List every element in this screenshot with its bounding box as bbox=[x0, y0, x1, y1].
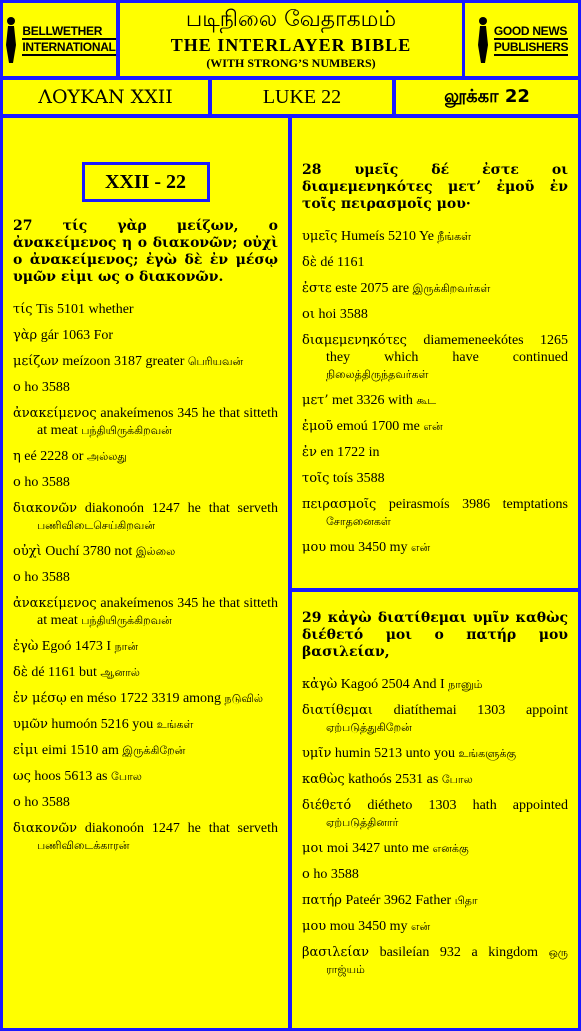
word-entry bbox=[302, 470, 568, 487]
greek-word: ἐν bbox=[302, 445, 317, 460]
greek-word: μετ’ bbox=[302, 393, 329, 408]
word-entry bbox=[302, 944, 568, 978]
transliteration-strongs-english: mou 3450 my bbox=[326, 540, 408, 555]
word-entry bbox=[13, 768, 278, 785]
tamil-gloss: என் bbox=[407, 541, 431, 554]
right-logo-line2: PUBLISHERS bbox=[493, 39, 569, 54]
greek-word: ο bbox=[13, 380, 21, 395]
word-entry bbox=[13, 664, 278, 681]
transliteration-strongs-english: dé 1161 but bbox=[27, 665, 97, 680]
greek-word: υμεῖς bbox=[302, 229, 338, 244]
transliteration-strongs-english: este 2075 are bbox=[331, 281, 410, 296]
greek-word: ἀνακείμενος bbox=[13, 596, 97, 611]
tamil-gloss: என் bbox=[407, 920, 431, 933]
word-entry bbox=[302, 254, 568, 271]
greek-word: πειρασμοῖς bbox=[302, 497, 377, 512]
greek-word: ἐμοῦ bbox=[302, 419, 334, 434]
transliteration-strongs-english: kathoós 2531 as bbox=[344, 772, 439, 787]
word-entry bbox=[13, 690, 278, 707]
greek-word: εἰμι bbox=[13, 743, 39, 758]
tamil-gloss: நானும் bbox=[444, 678, 483, 691]
greek-word: δὲ bbox=[13, 665, 28, 680]
tamil-gloss: இருக்கிறேன் bbox=[118, 744, 186, 757]
chapter-box bbox=[82, 162, 210, 202]
verse-28-text: 28 υμεῖς δέ ἐστε οι διαμεμενηκότες μετ’ ἐμοῦ ἐν τοῖς πειρασμοῖς μου· bbox=[302, 162, 568, 212]
transliteration-strongs-english: ho 3588 bbox=[309, 867, 359, 882]
english-book-label: LUKE 22 bbox=[262, 85, 342, 108]
transliteration-strongs-english: hoi 3588 bbox=[314, 307, 368, 322]
transliteration-strongs-english: ho 3588 bbox=[20, 795, 70, 810]
greek-word: ο bbox=[13, 570, 21, 585]
tamil-gloss: போல bbox=[107, 770, 142, 783]
greek-word: μείζων bbox=[13, 354, 59, 369]
word-entry bbox=[13, 301, 278, 318]
transliteration-strongs-english: diétheto 1303 hath appointed bbox=[351, 798, 568, 813]
word-entry bbox=[302, 496, 568, 530]
transliteration-strongs-english: Humeís 5210 Ye bbox=[337, 229, 434, 244]
transliteration-strongs-english: peirasmoís 3986 temptations bbox=[376, 497, 568, 512]
word-entry bbox=[302, 892, 568, 909]
subtitle: (WITH STRONG’S NUMBERS) bbox=[206, 56, 376, 70]
transliteration-strongs-english: moi 3427 unto me bbox=[323, 841, 430, 856]
tamil-gloss: எனக்கு bbox=[429, 842, 469, 855]
word-entry bbox=[302, 306, 568, 323]
tamil-gloss: நிலைத்திருந்தவர்கள் bbox=[326, 368, 429, 381]
greek-book-title bbox=[3, 80, 208, 114]
word-entry bbox=[13, 353, 278, 370]
tamil-gloss: அல்லது bbox=[83, 450, 127, 463]
transliteration-strongs-english: eimi 1510 am bbox=[38, 743, 119, 758]
transliteration-strongs-english: basileían 932 a kingdom bbox=[369, 945, 539, 960]
tamil-gloss: நான் bbox=[111, 640, 139, 653]
verse-27-word-list bbox=[13, 301, 278, 854]
verse-28-word-list bbox=[302, 228, 568, 556]
greek-word: ο bbox=[13, 475, 21, 490]
greek-word: υμῶν bbox=[13, 717, 48, 732]
word-entry bbox=[13, 405, 278, 439]
greek-word: ἀνακείμενος bbox=[13, 406, 97, 421]
right-logo-box bbox=[465, 3, 578, 76]
right-bottom-column bbox=[292, 592, 578, 1028]
verse-27-text: 27 τίς γὰρ μείζων, ο ἀνακείμενος η ο διακονῶν; οὐχὶ ο ἀνακείμενος; ἐγὼ δὲ ἐν μέσῳ υμῶν εἰμι ως ο διακονῶν. bbox=[13, 218, 278, 285]
greek-word: μου bbox=[302, 919, 327, 934]
transliteration-strongs-english: diakonoón 1247 he that serveth bbox=[77, 501, 278, 516]
tamil-gloss: இருக்கிறவர்கள் bbox=[409, 282, 491, 295]
word-entry bbox=[302, 866, 568, 883]
right-logo-line1: GOOD NEWS bbox=[493, 23, 568, 38]
good-news-logo bbox=[475, 15, 568, 65]
greek-word: βασιλείαν bbox=[302, 945, 370, 960]
greek-word: ἐγὼ bbox=[13, 639, 39, 654]
word-entry bbox=[302, 840, 568, 857]
word-entry bbox=[302, 280, 568, 297]
greek-word: ἐστε bbox=[302, 281, 332, 296]
tamil-gloss: பணிவிடைக்காரன் bbox=[37, 839, 130, 852]
word-entry bbox=[302, 418, 568, 435]
tamil-gloss: உங்கள் bbox=[153, 718, 194, 731]
word-entry bbox=[302, 392, 568, 409]
left-column bbox=[3, 118, 288, 1028]
tamil-gloss: பிதா bbox=[451, 894, 478, 907]
greek-word: οὐχὶ bbox=[13, 544, 42, 559]
word-entry bbox=[13, 448, 278, 465]
transliteration-strongs-english: humoón 5216 you bbox=[47, 717, 154, 732]
greek-word: τοῖς bbox=[302, 471, 330, 486]
verse-29-text: 29 κἀγὼ διατίθεμαι υμῖν καθὼς διέθετό μοι ο πατήρ μου βασιλείαν, bbox=[302, 610, 568, 660]
greek-word: μου bbox=[302, 540, 327, 555]
chapter-label: XXII - 22 bbox=[104, 170, 187, 193]
greek-word: διακονῶν bbox=[13, 821, 78, 836]
transliteration-strongs-english: anakeímenos 345 he that sitteth at meat bbox=[37, 406, 278, 438]
tamil-gloss: உங்களுக்கு bbox=[455, 747, 517, 760]
transliteration-strongs-english: toís 3588 bbox=[329, 471, 385, 486]
tamil-gloss: என் bbox=[419, 420, 443, 433]
transliteration-strongs-english: Ouchí 3780 not bbox=[41, 544, 133, 559]
tamil-gloss: ஒரு ராஜ்யம் bbox=[326, 946, 568, 976]
greek-word: πατήρ bbox=[302, 893, 342, 908]
greek-word: γὰρ bbox=[13, 328, 38, 343]
transliteration-strongs-english: emoú 1700 me bbox=[333, 419, 420, 434]
tamil-book-title bbox=[396, 80, 578, 114]
transliteration-strongs-english: diakonoón 1247 he that serveth bbox=[77, 821, 278, 836]
transliteration-strongs-english: diatíthemai 1303 appoint bbox=[372, 703, 568, 718]
word-entry bbox=[13, 794, 278, 811]
transliteration-strongs-english: diamemeneekótes 1265 they which have continued bbox=[326, 333, 568, 365]
tamil-gloss: பந்தியிருக்கிறவன் bbox=[77, 614, 172, 627]
greek-word: διαμεμενηκότες bbox=[302, 333, 407, 348]
tamil-gloss: இல்லை bbox=[132, 545, 176, 558]
greek-word: διακονῶν bbox=[13, 501, 78, 516]
verse-29-word-list bbox=[302, 676, 568, 978]
greek-word: ως bbox=[13, 769, 31, 784]
word-entry bbox=[13, 569, 278, 586]
word-entry bbox=[302, 228, 568, 245]
word-entry bbox=[302, 745, 568, 762]
title-box bbox=[120, 3, 462, 76]
transliteration-strongs-english: eé 2228 or bbox=[20, 449, 84, 464]
word-entry bbox=[13, 595, 278, 629]
transliteration-strongs-english: ho 3588 bbox=[20, 570, 70, 585]
word-entry bbox=[302, 771, 568, 788]
transliteration-strongs-english: mou 3450 my bbox=[326, 919, 408, 934]
transliteration-strongs-english: Kagoó 2504 And I bbox=[337, 677, 445, 692]
bellwether-logo bbox=[3, 15, 115, 65]
word-entry bbox=[13, 820, 278, 854]
word-entry bbox=[302, 918, 568, 935]
tamil-gloss: ஆனால் bbox=[96, 666, 140, 679]
transliteration-strongs-english: Egoó 1473 I bbox=[38, 639, 112, 654]
left-logo-box bbox=[3, 3, 116, 76]
transliteration-strongs-english: humin 5213 unto you bbox=[331, 746, 456, 761]
tamil-gloss: பெரியவன் bbox=[184, 355, 244, 368]
greek-book-label: ΛΟΥΚΑΝ XXII bbox=[38, 86, 173, 108]
greek-word: υμῖν bbox=[302, 746, 332, 761]
word-entry bbox=[13, 500, 278, 534]
greek-word: τίς bbox=[13, 302, 33, 317]
transliteration-strongs-english: Pateér 3962 Father bbox=[341, 893, 452, 908]
tamil-gloss: பந்தியிருக்கிறவன் bbox=[77, 424, 172, 437]
tamil-book-label: லூக்கா 22 bbox=[444, 85, 530, 107]
word-entry bbox=[302, 539, 568, 556]
greek-word: ἐν μέσῳ bbox=[13, 691, 67, 706]
tamil-gloss: பணிவிடைசெய்கிறவன் bbox=[37, 519, 156, 532]
tamil-gloss: ஏற்படுத்துகிறேன் bbox=[326, 721, 412, 734]
greek-word: ο bbox=[13, 795, 21, 810]
tamil-gloss: நடுவில் bbox=[221, 692, 264, 705]
word-entry bbox=[302, 444, 568, 461]
transliteration-strongs-english: ho 3588 bbox=[20, 475, 70, 490]
word-entry bbox=[302, 676, 568, 693]
greek-word: διατίθεμαι bbox=[302, 703, 373, 718]
word-entry bbox=[13, 474, 278, 491]
greek-word: μοι bbox=[302, 841, 324, 856]
transliteration-strongs-english: anakeímenos 345 he that sitteth at meat bbox=[37, 596, 278, 628]
tamil-gloss: ஏற்படுத்தினார் bbox=[326, 816, 399, 829]
tamil-gloss: கூட bbox=[412, 394, 437, 407]
greek-word: δὲ bbox=[302, 255, 317, 270]
figure-icon bbox=[3, 15, 19, 65]
transliteration-strongs-english: meízoon 3187 greater bbox=[58, 354, 185, 369]
word-entry bbox=[13, 716, 278, 733]
title-english: THE INTERLAYER BIBLE bbox=[170, 35, 412, 55]
greek-word: κἀγὼ bbox=[302, 677, 338, 692]
transliteration-strongs-english: met 3326 with bbox=[328, 393, 413, 408]
figure-icon bbox=[475, 15, 491, 65]
title-tamil: படிநிலை வேதாகமம் bbox=[185, 7, 397, 32]
greek-word: οι bbox=[302, 307, 315, 322]
transliteration-strongs-english: hoos 5613 as bbox=[30, 769, 108, 784]
left-logo-line1: BELLWETHER bbox=[22, 24, 115, 40]
transliteration-strongs-english: en 1722 in bbox=[316, 445, 380, 460]
tamil-gloss: நீங்கள் bbox=[433, 230, 472, 243]
word-entry bbox=[13, 638, 278, 655]
word-entry bbox=[13, 327, 278, 344]
transliteration-strongs-english: Tis 5101 whether bbox=[32, 302, 134, 317]
right-top-column bbox=[292, 118, 578, 588]
tamil-gloss: போல bbox=[438, 773, 473, 786]
greek-word: η bbox=[13, 449, 21, 464]
word-entry bbox=[13, 379, 278, 396]
transliteration-strongs-english: ho 3588 bbox=[20, 380, 70, 395]
tamil-gloss: சோதனைகள் bbox=[326, 515, 391, 528]
greek-word: διέθετό bbox=[302, 798, 352, 813]
word-entry bbox=[302, 332, 568, 383]
word-entry bbox=[302, 797, 568, 831]
greek-word: καθὼς bbox=[302, 772, 345, 787]
english-book-title bbox=[212, 80, 392, 114]
left-logo-line2: INTERNATIONAL bbox=[22, 39, 116, 54]
word-entry bbox=[302, 702, 568, 736]
word-entry bbox=[13, 543, 278, 560]
transliteration-strongs-english: dé 1161 bbox=[316, 255, 365, 270]
word-entry bbox=[13, 742, 278, 759]
transliteration-strongs-english: en méso 1722 3319 among bbox=[66, 691, 222, 706]
greek-word: ο bbox=[302, 867, 310, 882]
transliteration-strongs-english: gár 1063 For bbox=[37, 328, 114, 343]
